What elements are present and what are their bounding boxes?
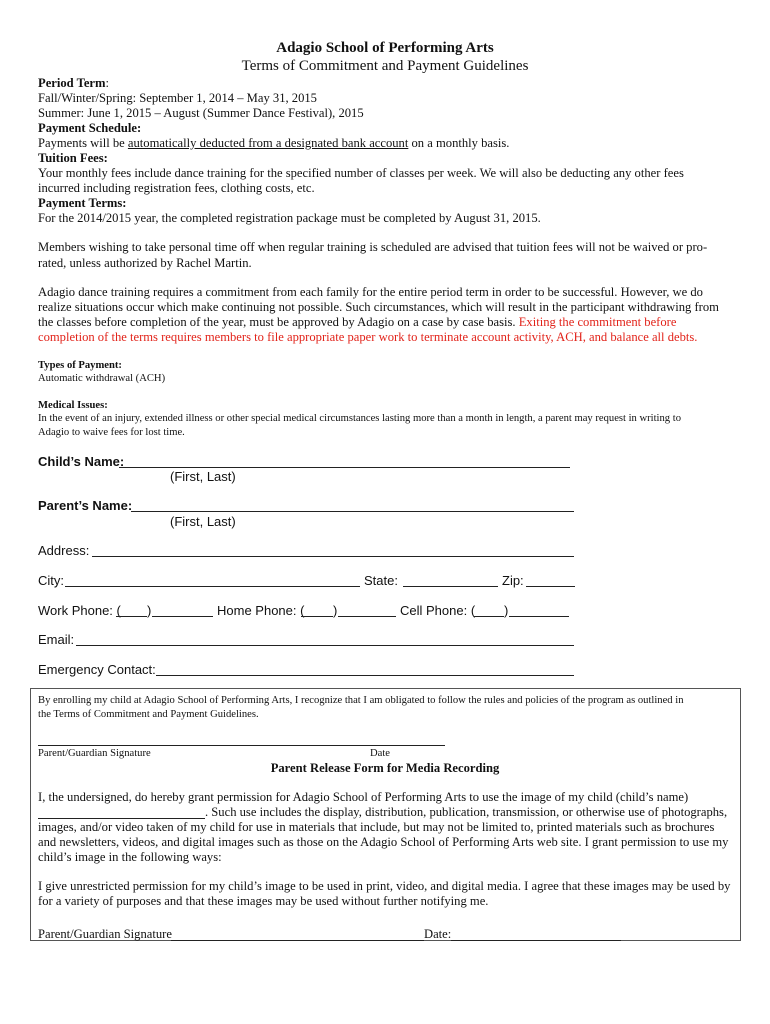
medical-issues-heading: Medical Issues: — [38, 400, 108, 411]
unrestricted-line1: I give unrestricted permission for my child’s image to be used in print, video, and digital media. I agree that these images may be used by — [38, 879, 731, 893]
time-off-line1: Members wishing to take personal time off when regular training is scheduled are advised that tuition fees will not be waived or pro- — [38, 240, 708, 254]
document-subtitle: Terms of Commitment and Payment Guidelines — [241, 58, 529, 74]
work-phone-label: Work Phone: ( — [38, 603, 121, 618]
period-summer: Summer: June 1, 2015 – August (Summer Dance Festival), 2015 — [38, 106, 364, 120]
state-field[interactable] — [403, 586, 498, 587]
tuition-text-line1: Your monthly fees include dance training for the specified number of classes per week. We will also be deducting any other fees — [38, 166, 684, 180]
payment-terms-heading: Payment Terms: — [38, 196, 127, 210]
child-name-hint: (First, Last) — [170, 469, 236, 484]
commitment-line1: Adagio dance training requires a commitment from each family for the entire period term in order to be successful. However, we do — [38, 285, 703, 299]
parent-name-field[interactable] — [131, 511, 574, 512]
types-of-payment-heading: Types of Payment: — [38, 360, 122, 371]
emergency-contact-field[interactable] — [156, 675, 574, 676]
guardian-signature-label: Parent/Guardian Signature — [38, 748, 151, 759]
child-name-media-field[interactable] — [38, 818, 205, 819]
home-phone-number-field[interactable] — [338, 616, 396, 617]
state-label: State: — [364, 573, 398, 588]
tuition-text-line2: incurred including registration fees, clothing costs, etc. — [38, 181, 315, 195]
work-phone-paren: ) — [147, 603, 152, 618]
work-phone-number-field[interactable] — [152, 616, 213, 617]
home-phone-paren: ) — [333, 603, 338, 618]
media-line1: I, the undersigned, do hereby grant permission for Adagio School of Performing Arts to use the image of my child (child’s name) — [38, 790, 689, 804]
city-label: City: — [38, 573, 64, 588]
home-phone-label: Home Phone: ( — [217, 603, 305, 618]
work-phone-area-field[interactable] — [116, 616, 147, 617]
home-phone-area-field[interactable] — [301, 616, 333, 617]
time-off-line2: rated, unless authorized by Rachel Martin. — [38, 256, 252, 270]
zip-field[interactable] — [526, 586, 575, 587]
parent-name-hint: (First, Last) — [170, 514, 236, 529]
address-label: Address: — [38, 543, 90, 558]
final-date-label: Date: — [424, 927, 452, 941]
bank-deduction-text: automatically deducted from a designated bank account — [127, 136, 409, 150]
cell-phone-label: Cell Phone: ( — [400, 603, 476, 618]
email-field[interactable] — [76, 645, 574, 646]
payment-schedule-heading: Payment Schedule: — [38, 121, 142, 135]
child-name-field[interactable] — [119, 467, 570, 468]
cell-phone-paren: ) — [504, 603, 509, 618]
email-label: Email: — [38, 632, 75, 647]
types-of-payment-text: Automatic withdrawal (ACH) — [38, 373, 166, 384]
medical-line2: Adagio to waive fees for lost time. — [38, 427, 185, 438]
media-line4: and newsletters, videos, and digital images such as those on the Adagio School of Performing Arts web site. I grant permission to use my — [38, 835, 729, 849]
final-date-field[interactable] — [451, 940, 621, 941]
tuition-fees-heading: Tuition Fees: — [38, 151, 108, 165]
emergency-contact-label: Emergency Contact: — [38, 662, 156, 677]
commitment-line2: realize situations occur which make continuing not possible. Such circumstances, which will result in the participant withdrawing from — [38, 300, 719, 314]
period-fall-spring: Fall/Winter/Spring: September 1, 2014 – May 31, 2015 — [38, 91, 317, 105]
cell-phone-number-field[interactable] — [509, 616, 569, 617]
exit-warning-start: Exiting the commitment before — [518, 315, 677, 329]
payment-schedule-text: Payments will be automatically deducted from a designated bank account on a monthly basis. — [38, 136, 510, 150]
media-line5: child’s image in the following ways: — [38, 850, 222, 864]
medical-line1: In the event of an injury, extended illness or other special medical circumstances lasting more than a month in length, a parent may request in writing to — [38, 413, 681, 424]
final-signature-label: Parent/Guardian Signature — [38, 927, 172, 941]
zip-label: Zip: — [502, 573, 524, 588]
agreement-line1: By enrolling my child at Adagio School of Performing Arts, I recognize that I am obligated to follow the rules and policies of the program as outlined in — [38, 695, 684, 706]
city-field[interactable] — [65, 586, 360, 587]
unrestricted-line2: for a variety of purposes and that these images may be used without further notifying me. — [38, 894, 489, 908]
address-field[interactable] — [92, 556, 574, 557]
period-term-heading: Period Term: — [38, 76, 110, 90]
agreement-line2: the Terms of Commitment and Payment Guidelines. — [38, 709, 259, 720]
final-signature-field[interactable] — [171, 940, 424, 941]
commitment-line3: the classes before completion of the year, must be approved by Adagio on a case by case basis. Exiting the commitment before — [38, 315, 677, 329]
guardian-signature-field[interactable] — [38, 745, 445, 746]
school-title: Adagio School of Performing Arts — [276, 40, 494, 56]
exit-warning-line: completion of the terms requires members to file appropriate paper work to terminate account activity, ACH, and balance all debts. — [38, 330, 698, 344]
media-line3: images, and/or video taken of my child for use in materials that include, but may not be limited to, printed materials such as brochures — [38, 820, 715, 834]
media-line2: . Such use includes the display, distribution, publication, transmission, or otherwise use of photographs, — [205, 805, 728, 819]
payment-terms-text: For the 2014/2015 year, the completed registration package must be completed by August 31, 2015. — [38, 211, 541, 225]
child-name-label: Child’s Name: — [38, 454, 125, 469]
cell-phone-area-field[interactable] — [474, 616, 504, 617]
signature-date-label: Date — [370, 748, 390, 759]
media-release-title: Parent Release Form for Media Recording — [270, 761, 500, 775]
parent-name-label: Parent’s Name: — [38, 498, 133, 513]
